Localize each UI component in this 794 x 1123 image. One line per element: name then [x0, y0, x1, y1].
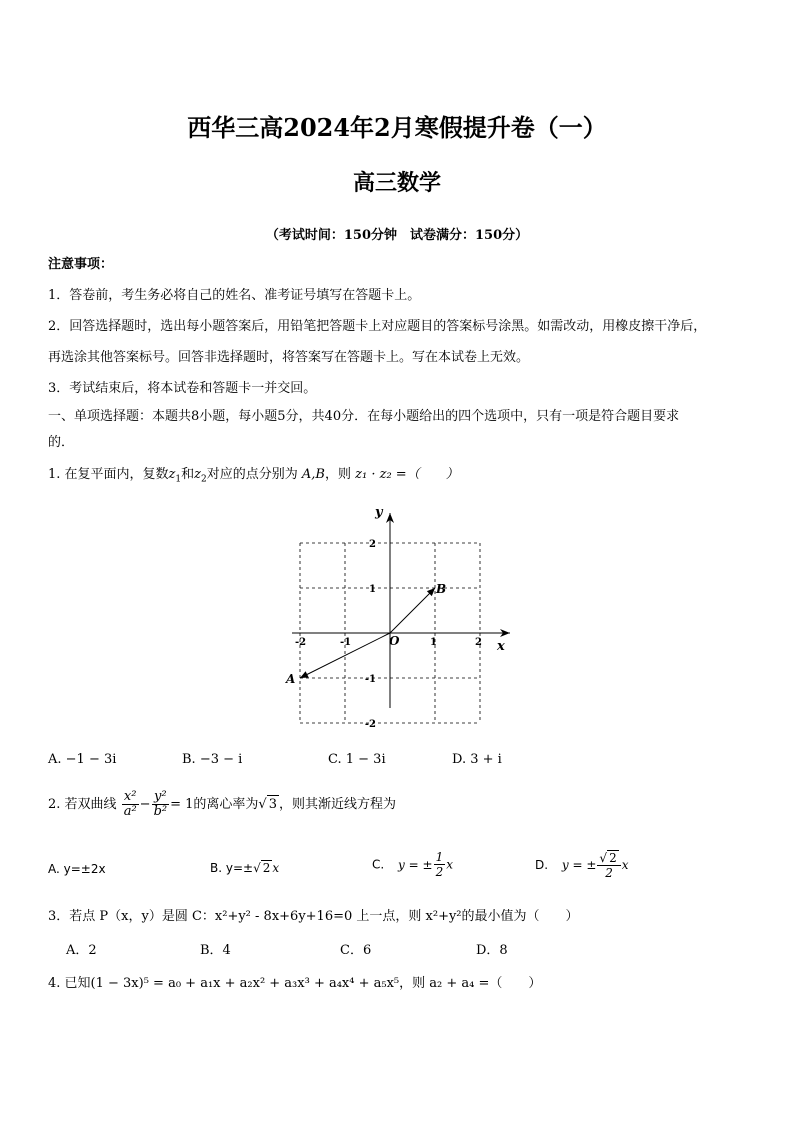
- x-axis-label: x: [497, 639, 505, 654]
- q2-option-c[interactable]: C. y = ± $\frac{1}{2}$ x: [372, 850, 453, 879]
- point-a-label: A: [286, 672, 296, 686]
- origin-label: O: [389, 634, 400, 648]
- axes: [292, 513, 510, 708]
- subject-title: 高三数学: [352, 170, 441, 196]
- x-tick-label: 2: [475, 637, 482, 648]
- q2-option-b[interactable]: B. y=±√ 2 x: [210, 861, 280, 875]
- y-axis-label: y: [375, 505, 383, 520]
- question-1-stem: 1. 在复平面内，复数$z_1$和$z_2$对应的点分别为 A,B，则 z₁ · z₂ =（ ）: [48, 467, 459, 485]
- q3-option-d[interactable]: D．8: [476, 943, 508, 958]
- exam-info: （考试时间：150分钟 试卷满分：150分）: [265, 228, 529, 243]
- complex-plane-figure: [280, 500, 520, 745]
- notice-heading: 注意事项：: [48, 257, 114, 272]
- y-tick-label: -2: [364, 719, 376, 730]
- x-tick-label: -1: [340, 637, 352, 648]
- x-tick-label: -2: [295, 637, 307, 648]
- notice-item-2b: 再选涂其他答案标号。回答非选择题时，将答案写在答题卡上。写在本试卷上无效。: [48, 350, 530, 365]
- question-4-stem: 4. 已知(1 − 3x)⁵ = a₀ + a₁x + a₂x² + a₃x³ + a₄x⁴ + a₅x⁵，则 a₂ + a₄ =（ ）: [48, 976, 542, 991]
- q3-option-c[interactable]: C．6: [340, 943, 372, 958]
- q2-option-d[interactable]: D. y = ± $\frac{√ 2}{2}$ x: [535, 851, 629, 880]
- q1-option-c[interactable]: C. 1 − 3i: [328, 752, 386, 767]
- vector-ob: [390, 588, 435, 633]
- section-1-line-1: 一、单项选择题：本题共8小题，每小题5分，共40分．在每小题给出的四个选项中，只有一项是符合题目要求: [48, 409, 680, 424]
- fraction-y2-b2: $\frac{\text{y²}}{\text{b²}}$: [153, 789, 168, 819]
- question-2-stem: 2. 若双曲线 $\frac{\text{x²}}{\text{a²}}$ − $\frac{\text{y²}}{\text{b²}}$ = 1的离心率为√ 3 ，则其渐近线方程为: [48, 789, 396, 819]
- exam-title: 西华三高2024年2月寒假提升卷（一）: [187, 113, 607, 142]
- q1-option-b[interactable]: B. −3 − i: [182, 752, 243, 767]
- q3-option-a[interactable]: A．2: [66, 943, 97, 958]
- point-b-label: B: [436, 582, 447, 596]
- notice-item-2a: 2．回答选择题时，选出每小题答案后，用铅笔把答题卡上对应题目的答案标号涂黑。如需改动，用橡皮擦干净后，: [48, 319, 707, 334]
- y-tick-label: -1: [364, 674, 376, 685]
- fraction-x2-a2: $\frac{\text{x²}}{\text{a²}}$: [123, 789, 137, 819]
- q3-option-b[interactable]: B．4: [200, 943, 231, 958]
- q2-option-a[interactable]: A. y=±2x: [48, 862, 106, 876]
- notice-item-1: 1．答卷前，考生务必将自己的姓名、准考证号填写在答题卡上。: [48, 288, 421, 303]
- notice-item-3: 3．考试结束后，将本试卷和答题卡一并交回。: [48, 381, 317, 396]
- question-3-stem: 3．若点 P（x，y）是圆 C：x²+y² - 8x+6y+16=0 上一点，则 x²+y²的最小值为（ ）: [48, 909, 579, 924]
- y-tick-label: 1: [369, 584, 376, 595]
- section-1-line-2: 的．: [48, 435, 75, 450]
- q1-option-a[interactable]: A. −1 − 3i: [48, 752, 117, 767]
- y-tick-label: 2: [369, 539, 376, 550]
- x-tick-label: 1: [430, 637, 437, 648]
- q1-option-d[interactable]: D. 3 + i: [452, 752, 502, 767]
